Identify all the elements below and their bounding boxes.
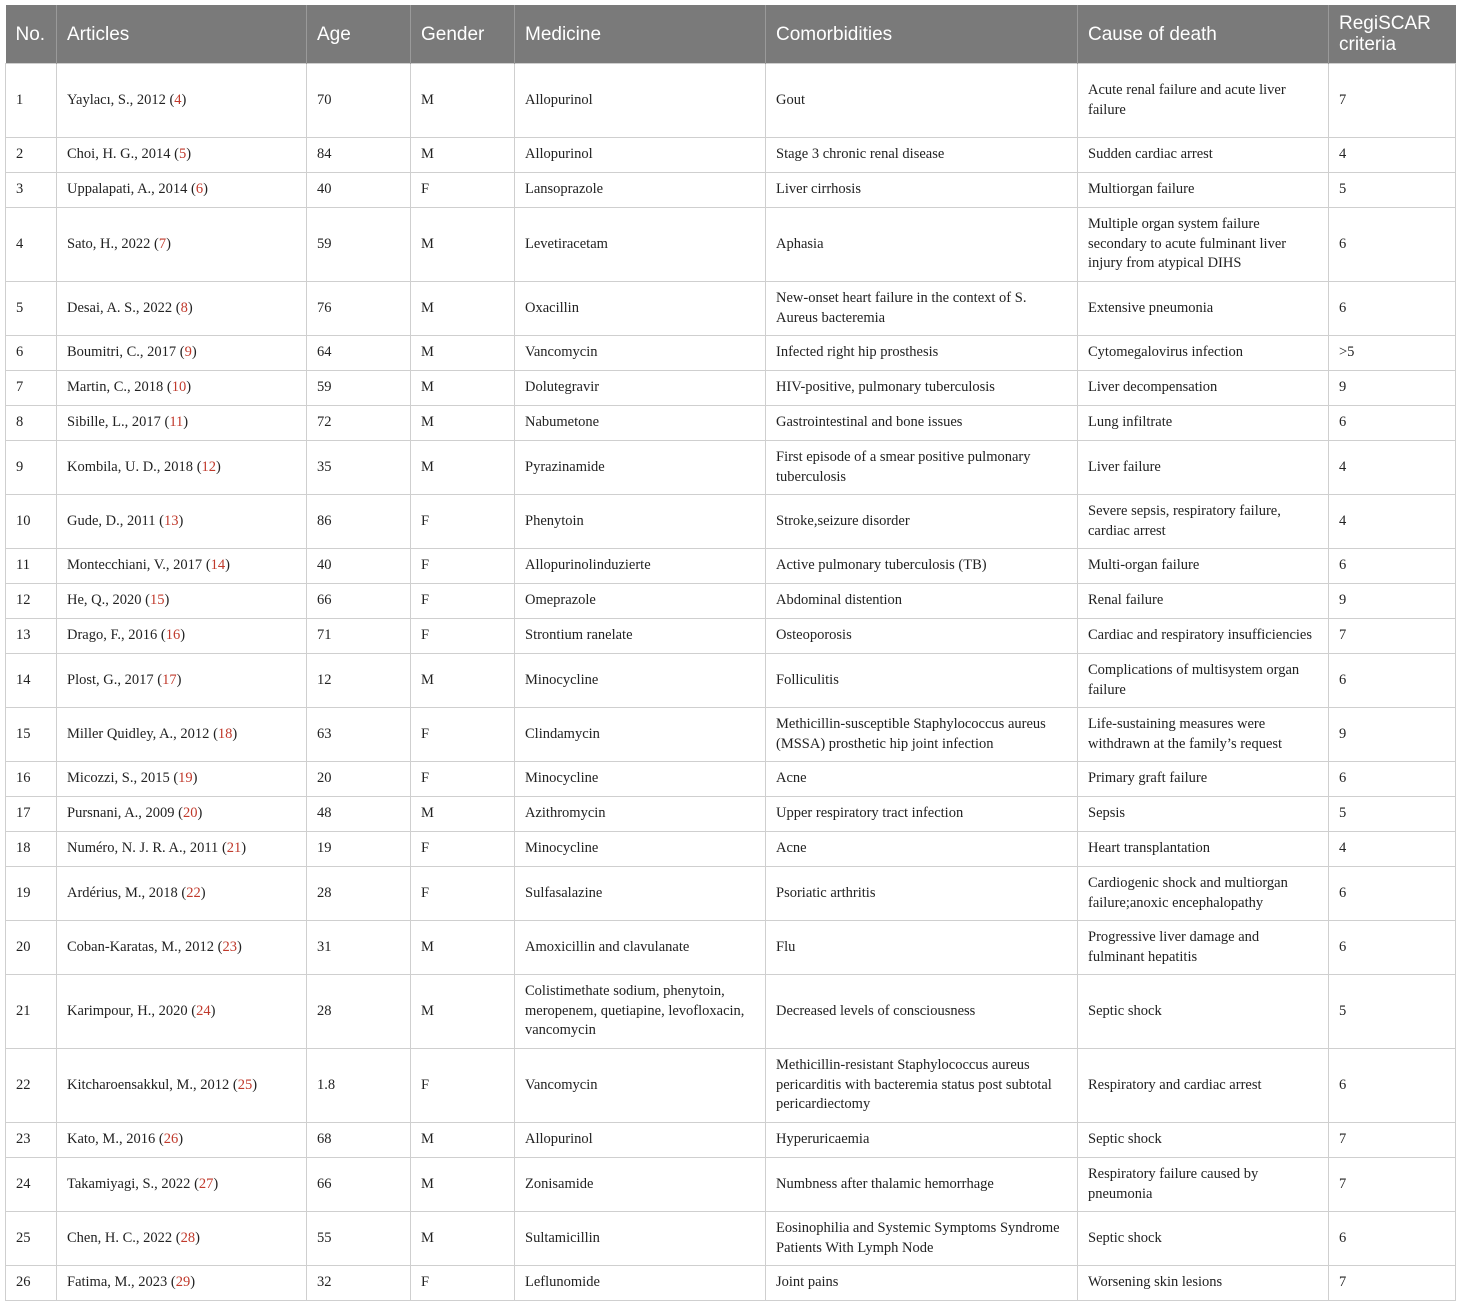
cell-no: 21 bbox=[6, 975, 57, 1049]
article-author: Numéro, N. J. R. A., 2011 bbox=[67, 840, 219, 857]
cell-gender: M bbox=[411, 64, 515, 138]
cell-age: 40 bbox=[307, 549, 411, 584]
cell-article: Drago, F., 2016 (16) bbox=[57, 619, 307, 654]
cell-age: 19 bbox=[307, 832, 411, 867]
cell-gender: F bbox=[411, 173, 515, 208]
cell-gender: M bbox=[411, 371, 515, 406]
cell-medicine: Nabumetone bbox=[515, 406, 766, 441]
cell-cause-of-death: Septic shock bbox=[1078, 1123, 1329, 1158]
cell-article: Kitcharoensakkul, M., 2012 (25) bbox=[57, 1049, 307, 1123]
cell-comorbidities: Acne bbox=[766, 762, 1078, 797]
article-author: Ardérius, M., 2018 bbox=[67, 884, 178, 901]
cell-comorbidities: Methicillin-resistant Staphylococcus aureus pericarditis with bacteremia status post subtotal pericardiectomy bbox=[766, 1049, 1078, 1123]
cell-comorbidities: Liver cirrhosis bbox=[766, 173, 1078, 208]
cell-medicine: Sulfasalazine bbox=[515, 867, 766, 921]
cell-gender: M bbox=[411, 138, 515, 173]
cell-gender: F bbox=[411, 549, 515, 584]
cell-regiscar: 6 bbox=[1329, 1049, 1456, 1123]
reference-link[interactable]: 22 bbox=[186, 884, 201, 901]
cell-regiscar: 6 bbox=[1329, 867, 1456, 921]
cell-comorbidities: Psoriatic arthritis bbox=[766, 867, 1078, 921]
cell-no: 19 bbox=[6, 867, 57, 921]
cell-cause-of-death: Cardiac and respiratory insufficiencies bbox=[1078, 619, 1329, 654]
cell-cause-of-death: Lung infiltrate bbox=[1078, 406, 1329, 441]
cell-medicine: Omeprazole bbox=[515, 584, 766, 619]
cell-age: 20 bbox=[307, 762, 411, 797]
cell-comorbidities: Joint pains bbox=[766, 1266, 1078, 1301]
cell-medicine: Zonisamide bbox=[515, 1158, 766, 1212]
table-row bbox=[6, 708, 1456, 762]
cell-no: 14 bbox=[6, 654, 57, 708]
cell-article: Desai, A. S., 2022 (8) bbox=[57, 282, 307, 336]
cell-article: Boumitri, C., 2017 (9) bbox=[57, 336, 307, 371]
table-row bbox=[6, 208, 1456, 282]
cell-age: 1.8 bbox=[307, 1049, 411, 1123]
cell-age: 66 bbox=[307, 1158, 411, 1212]
cell-gender: M bbox=[411, 975, 515, 1049]
reference-link[interactable]: 12 bbox=[201, 458, 217, 475]
cell-medicine: Minocycline bbox=[515, 654, 766, 708]
cell-article: Martin, C., 2018 (10) bbox=[57, 371, 307, 406]
reference-link[interactable]: 27 bbox=[198, 1175, 214, 1192]
cell-no: 13 bbox=[6, 619, 57, 654]
cell-comorbidities: Flu bbox=[766, 921, 1078, 975]
cell-comorbidities: Eosinophilia and Systemic Symptoms Syndrome Patients With Lymph Node bbox=[766, 1212, 1078, 1266]
cell-gender: F bbox=[411, 1266, 515, 1301]
article-author: Plost, G., 2017 bbox=[67, 671, 154, 688]
cell-medicine: Phenytoin bbox=[515, 495, 766, 549]
article-author: Karimpour, H., 2020 bbox=[67, 1002, 188, 1019]
cell-article: Kombila, U. D., 2018 (12) bbox=[57, 441, 307, 495]
cell-medicine: Allopurinol bbox=[515, 138, 766, 173]
cell-article: Chen, H. C., 2022 (28) bbox=[57, 1212, 307, 1266]
col-header-medicine: Medicine bbox=[515, 5, 766, 64]
cell-article: He, Q., 2020 (15) bbox=[57, 584, 307, 619]
cell-no: 25 bbox=[6, 1212, 57, 1266]
cell-no: 8 bbox=[6, 406, 57, 441]
cell-article: Takamiyagi, S., 2022 (27) bbox=[57, 1158, 307, 1212]
table-row bbox=[6, 64, 1456, 138]
cell-article: Coban-Karatas, M., 2012 (23) bbox=[57, 921, 307, 975]
table-row bbox=[6, 797, 1456, 832]
reference-link[interactable]: 20 bbox=[183, 805, 198, 822]
cell-regiscar: 6 bbox=[1329, 282, 1456, 336]
cell-medicine: Sultamicillin bbox=[515, 1212, 766, 1266]
cell-no: 23 bbox=[6, 1123, 57, 1158]
table-row bbox=[6, 584, 1456, 619]
article-author: Martin, C., 2018 bbox=[67, 379, 164, 396]
cell-medicine: Amoxicillin and clavulanate bbox=[515, 921, 766, 975]
cell-article: Sibille, L., 2017 (11) bbox=[57, 406, 307, 441]
reference-link[interactable]: 9 bbox=[184, 344, 192, 361]
cell-article: Sato, H., 2022 (7) bbox=[57, 208, 307, 282]
table-row bbox=[6, 867, 1456, 921]
article-author: Sato, H., 2022 bbox=[67, 235, 151, 252]
reference-link[interactable]: 21 bbox=[226, 840, 242, 857]
reference-link[interactable]: 16 bbox=[165, 627, 181, 644]
reference-link[interactable]: 10 bbox=[171, 379, 187, 396]
reference-link[interactable]: 19 bbox=[178, 770, 193, 787]
cell-cause-of-death: Acute renal failure and acute liver failure bbox=[1078, 64, 1329, 138]
cell-regiscar: 6 bbox=[1329, 921, 1456, 975]
cell-regiscar: 6 bbox=[1329, 654, 1456, 708]
cell-age: 12 bbox=[307, 654, 411, 708]
cell-cause-of-death: Severe sepsis, respiratory failure, cardiac arrest bbox=[1078, 495, 1329, 549]
cell-comorbidities: Active pulmonary tuberculosis (TB) bbox=[766, 549, 1078, 584]
col-header-age: Age bbox=[307, 5, 411, 64]
cell-gender: M bbox=[411, 336, 515, 371]
article-author: He, Q., 2020 bbox=[67, 592, 142, 609]
cell-age: 48 bbox=[307, 797, 411, 832]
cell-age: 59 bbox=[307, 208, 411, 282]
table-row bbox=[6, 1266, 1456, 1301]
cell-medicine: Clindamycin bbox=[515, 708, 766, 762]
cell-age: 28 bbox=[307, 867, 411, 921]
table-row bbox=[6, 1049, 1456, 1123]
cell-comorbidities: Gout bbox=[766, 64, 1078, 138]
reference-link[interactable]: 14 bbox=[210, 557, 226, 574]
cell-cause-of-death: Multiple organ system failure secondary to acute fulminant liver injury from atypical DIHS bbox=[1078, 208, 1329, 282]
col-header-cause-of-death: Cause of death bbox=[1078, 5, 1329, 64]
cell-no: 12 bbox=[6, 584, 57, 619]
cell-regiscar: 6 bbox=[1329, 406, 1456, 441]
reference-link[interactable]: 15 bbox=[149, 592, 165, 609]
cell-medicine: Minocycline bbox=[515, 762, 766, 797]
cell-no: 5 bbox=[6, 282, 57, 336]
cell-gender: F bbox=[411, 708, 515, 762]
cell-comorbidities: Stage 3 chronic renal disease bbox=[766, 138, 1078, 173]
table-row bbox=[6, 619, 1456, 654]
reference-link[interactable]: 26 bbox=[163, 1131, 179, 1148]
cell-cause-of-death: Progressive liver damage and fulminant hepatitis bbox=[1078, 921, 1329, 975]
cell-no: 26 bbox=[6, 1266, 57, 1301]
header-row bbox=[6, 5, 1456, 64]
cell-regiscar: 6 bbox=[1329, 549, 1456, 584]
cell-comorbidities: Numbness after thalamic hemorrhage bbox=[766, 1158, 1078, 1212]
table-row bbox=[6, 654, 1456, 708]
cell-comorbidities: HIV-positive, pulmonary tuberculosis bbox=[766, 371, 1078, 406]
cell-cause-of-death: Heart transplantation bbox=[1078, 832, 1329, 867]
cell-article: Pursnani, A., 2009 (20) bbox=[57, 797, 307, 832]
table-row bbox=[6, 336, 1456, 371]
cell-age: 55 bbox=[307, 1212, 411, 1266]
article-author: Drago, F., 2016 bbox=[67, 627, 158, 644]
reference-link[interactable]: 28 bbox=[180, 1229, 196, 1246]
cell-regiscar: 7 bbox=[1329, 1123, 1456, 1158]
cell-no: 6 bbox=[6, 336, 57, 371]
cell-comorbidities: Gastrointestinal and bone issues bbox=[766, 406, 1078, 441]
cell-comorbidities: Infected right hip prosthesis bbox=[766, 336, 1078, 371]
cell-regiscar: 9 bbox=[1329, 708, 1456, 762]
cell-article: Ardérius, M., 2018 (22) bbox=[57, 867, 307, 921]
cell-article: Kato, M., 2016 (26) bbox=[57, 1123, 307, 1158]
cell-regiscar: 5 bbox=[1329, 173, 1456, 208]
cell-medicine: Minocycline bbox=[515, 832, 766, 867]
cell-medicine: Dolutegravir bbox=[515, 371, 766, 406]
reference-link[interactable]: 17 bbox=[162, 671, 177, 688]
cell-regiscar: 7 bbox=[1329, 619, 1456, 654]
article-author: Kombila, U. D., 2018 bbox=[67, 458, 194, 475]
cell-cause-of-death: Respiratory failure caused by pneumonia bbox=[1078, 1158, 1329, 1212]
article-author: Gude, D., 2011 bbox=[67, 512, 156, 529]
cell-article: Yaylacı, S., 2012 (4) bbox=[57, 64, 307, 138]
table-row bbox=[6, 441, 1456, 495]
article-author: Sibille, L., 2017 bbox=[67, 414, 161, 431]
col-header-comorbidities: Comorbidities bbox=[766, 5, 1078, 64]
cell-regiscar: >5 bbox=[1329, 336, 1456, 371]
reference-link[interactable]: 18 bbox=[217, 725, 233, 742]
reference-link[interactable]: 13 bbox=[163, 512, 179, 529]
cell-cause-of-death: Septic shock bbox=[1078, 1212, 1329, 1266]
cell-no: 16 bbox=[6, 762, 57, 797]
cell-cause-of-death: Cytomegalovirus infection bbox=[1078, 336, 1329, 371]
cell-medicine: Allopurinol bbox=[515, 64, 766, 138]
cell-age: 66 bbox=[307, 584, 411, 619]
table-row bbox=[6, 1158, 1456, 1212]
cell-no: 10 bbox=[6, 495, 57, 549]
cell-gender: M bbox=[411, 1158, 515, 1212]
cell-comorbidities: Folliculitis bbox=[766, 654, 1078, 708]
table-row bbox=[6, 173, 1456, 208]
cell-medicine: Azithromycin bbox=[515, 797, 766, 832]
cell-no: 20 bbox=[6, 921, 57, 975]
col-header-no: No. bbox=[6, 5, 57, 64]
reference-link[interactable]: 25 bbox=[237, 1076, 253, 1093]
cell-age: 72 bbox=[307, 406, 411, 441]
reference-link[interactable]: 5 bbox=[179, 146, 187, 163]
cell-gender: M bbox=[411, 406, 515, 441]
article-author: Micozzi, S., 2015 bbox=[67, 770, 170, 787]
cell-age: 28 bbox=[307, 975, 411, 1049]
cell-age: 64 bbox=[307, 336, 411, 371]
cell-cause-of-death: Liver failure bbox=[1078, 441, 1329, 495]
table-row bbox=[6, 921, 1456, 975]
col-header-gender: Gender bbox=[411, 5, 515, 64]
cell-comorbidities: Hyperuricaemia bbox=[766, 1123, 1078, 1158]
col-header-regiscar: RegiSCAR criteria bbox=[1329, 5, 1456, 64]
cell-medicine: Colistimethate sodium, phenytoin, meropenem, quetiapine, levofloxacin, vancomycin bbox=[515, 975, 766, 1049]
cell-article: Choi, H. G., 2014 (5) bbox=[57, 138, 307, 173]
cell-gender: M bbox=[411, 797, 515, 832]
cell-comorbidities: Acne bbox=[766, 832, 1078, 867]
cell-medicine: Vancomycin bbox=[515, 1049, 766, 1123]
table-row bbox=[6, 371, 1456, 406]
cell-cause-of-death: Cardiogenic shock and multiorgan failure;anoxic encephalopathy bbox=[1078, 867, 1329, 921]
cell-age: 35 bbox=[307, 441, 411, 495]
cell-age: 40 bbox=[307, 173, 411, 208]
cell-cause-of-death: Sepsis bbox=[1078, 797, 1329, 832]
cell-age: 59 bbox=[307, 371, 411, 406]
cell-age: 68 bbox=[307, 1123, 411, 1158]
cell-gender: F bbox=[411, 867, 515, 921]
reference-link[interactable]: 29 bbox=[175, 1274, 191, 1291]
cell-cause-of-death: Complications of multisystem organ failure bbox=[1078, 654, 1329, 708]
cell-gender: F bbox=[411, 762, 515, 797]
cell-medicine: Leflunomide bbox=[515, 1266, 766, 1301]
table-row bbox=[6, 282, 1456, 336]
cell-medicine: Oxacillin bbox=[515, 282, 766, 336]
cell-age: 70 bbox=[307, 64, 411, 138]
cell-comorbidities: Aphasia bbox=[766, 208, 1078, 282]
cell-gender: M bbox=[411, 1123, 515, 1158]
cell-cause-of-death: Primary graft failure bbox=[1078, 762, 1329, 797]
cell-cause-of-death: Respiratory and cardiac arrest bbox=[1078, 1049, 1329, 1123]
cell-regiscar: 7 bbox=[1329, 1266, 1456, 1301]
table-row bbox=[6, 495, 1456, 549]
cell-regiscar: 4 bbox=[1329, 138, 1456, 173]
cell-no: 17 bbox=[6, 797, 57, 832]
article-author: Yaylacı, S., 2012 bbox=[67, 91, 166, 108]
cell-gender: F bbox=[411, 495, 515, 549]
reference-link[interactable]: 7 bbox=[158, 235, 167, 252]
cell-no: 18 bbox=[6, 832, 57, 867]
cell-medicine: Levetiracetam bbox=[515, 208, 766, 282]
case-table bbox=[5, 5, 1456, 1301]
cell-medicine: Vancomycin bbox=[515, 336, 766, 371]
cell-medicine: Allopurinol bbox=[515, 1123, 766, 1158]
article-author: Takamiyagi, S., 2022 bbox=[67, 1175, 191, 1192]
cell-comorbidities: Osteoporosis bbox=[766, 619, 1078, 654]
cell-age: 76 bbox=[307, 282, 411, 336]
article-author: Coban-Karatas, M., 2012 bbox=[67, 938, 214, 955]
cell-regiscar: 6 bbox=[1329, 1212, 1456, 1266]
table-row bbox=[6, 1212, 1456, 1266]
cell-medicine: Lansoprazole bbox=[515, 173, 766, 208]
cell-gender: M bbox=[411, 921, 515, 975]
table-row bbox=[6, 762, 1456, 797]
cell-no: 24 bbox=[6, 1158, 57, 1212]
cell-regiscar: 5 bbox=[1329, 975, 1456, 1049]
article-author: Desai, A. S., 2022 bbox=[67, 299, 173, 316]
cell-cause-of-death: Multiorgan failure bbox=[1078, 173, 1329, 208]
cell-gender: F bbox=[411, 1049, 515, 1123]
cell-article: Montecchiani, V., 2017 (14) bbox=[57, 549, 307, 584]
article-author: Chen, H. C., 2022 bbox=[67, 1229, 173, 1246]
cell-regiscar: 6 bbox=[1329, 208, 1456, 282]
cell-age: 31 bbox=[307, 921, 411, 975]
table-row bbox=[6, 549, 1456, 584]
cell-no: 7 bbox=[6, 371, 57, 406]
cell-cause-of-death: Sudden cardiac arrest bbox=[1078, 138, 1329, 173]
cell-article: Uppalapati, A., 2014 (6) bbox=[57, 173, 307, 208]
cell-medicine: Strontium ranelate bbox=[515, 619, 766, 654]
cell-regiscar: 7 bbox=[1329, 1158, 1456, 1212]
cell-gender: M bbox=[411, 208, 515, 282]
reference-link[interactable]: 23 bbox=[222, 938, 237, 955]
cell-no: 3 bbox=[6, 173, 57, 208]
cell-no: 4 bbox=[6, 208, 57, 282]
cell-cause-of-death: Worsening skin lesions bbox=[1078, 1266, 1329, 1301]
cell-comorbidities: Methicillin-susceptible Staphylococcus aureus (MSSA) prosthetic hip joint infection bbox=[766, 708, 1078, 762]
article-author: Montecchiani, V., 2017 bbox=[67, 557, 203, 574]
cell-no: 9 bbox=[6, 441, 57, 495]
table-row bbox=[6, 832, 1456, 867]
cell-medicine: Pyrazinamide bbox=[515, 441, 766, 495]
article-author: Kato, M., 2016 bbox=[67, 1131, 156, 1148]
cell-age: 63 bbox=[307, 708, 411, 762]
table-row bbox=[6, 406, 1456, 441]
cell-comorbidities: Upper respiratory tract infection bbox=[766, 797, 1078, 832]
cell-no: 2 bbox=[6, 138, 57, 173]
cell-gender: M bbox=[411, 441, 515, 495]
cell-regiscar: 7 bbox=[1329, 64, 1456, 138]
article-author: Uppalapati, A., 2014 bbox=[67, 181, 188, 198]
cell-gender: M bbox=[411, 654, 515, 708]
cell-no: 11 bbox=[6, 549, 57, 584]
reference-link[interactable]: 11 bbox=[169, 414, 184, 431]
cell-cause-of-death: Liver decompensation bbox=[1078, 371, 1329, 406]
cell-cause-of-death: Extensive pneumonia bbox=[1078, 282, 1329, 336]
cell-no: 22 bbox=[6, 1049, 57, 1123]
cell-article: Numéro, N. J. R. A., 2011 (21) bbox=[57, 832, 307, 867]
cell-regiscar: 9 bbox=[1329, 584, 1456, 619]
reference-link[interactable]: 8 bbox=[180, 299, 188, 316]
cell-article: Karimpour, H., 2020 (24) bbox=[57, 975, 307, 1049]
cell-comorbidities: Stroke,seizure disorder bbox=[766, 495, 1078, 549]
cell-comorbidities: Decreased levels of consciousness bbox=[766, 975, 1078, 1049]
table-header bbox=[6, 5, 1456, 64]
article-author: Choi, H. G., 2014 bbox=[67, 146, 171, 163]
cell-comorbidities: First episode of a smear positive pulmonary tuberculosis bbox=[766, 441, 1078, 495]
cell-gender: M bbox=[411, 1212, 515, 1266]
cell-regiscar: 9 bbox=[1329, 371, 1456, 406]
col-header-articles: Articles bbox=[57, 5, 307, 64]
table-row bbox=[6, 1123, 1456, 1158]
reference-link[interactable]: 4 bbox=[174, 91, 182, 108]
cell-cause-of-death: Multi-organ failure bbox=[1078, 549, 1329, 584]
table-body bbox=[6, 64, 1456, 1301]
cell-article: Micozzi, S., 2015 (19) bbox=[57, 762, 307, 797]
article-author: Fatima, M., 2023 bbox=[67, 1274, 168, 1291]
cell-cause-of-death: Renal failure bbox=[1078, 584, 1329, 619]
cell-comorbidities: New-onset heart failure in the context of S. Aureus bacteremia bbox=[766, 282, 1078, 336]
cell-age: 71 bbox=[307, 619, 411, 654]
cell-age: 84 bbox=[307, 138, 411, 173]
cell-gender: F bbox=[411, 619, 515, 654]
cell-age: 32 bbox=[307, 1266, 411, 1301]
table-row bbox=[6, 138, 1456, 173]
cell-cause-of-death: Life-sustaining measures were withdrawn at the family’s request bbox=[1078, 708, 1329, 762]
cell-regiscar: 4 bbox=[1329, 495, 1456, 549]
cell-article: Fatima, M., 2023 (29) bbox=[57, 1266, 307, 1301]
cell-comorbidities: Abdominal distention bbox=[766, 584, 1078, 619]
cell-gender: F bbox=[411, 584, 515, 619]
cell-regiscar: 6 bbox=[1329, 762, 1456, 797]
cell-no: 1 bbox=[6, 64, 57, 138]
cell-gender: F bbox=[411, 832, 515, 867]
cell-regiscar: 5 bbox=[1329, 797, 1456, 832]
cell-article: Miller Quidley, A., 2012 (18) bbox=[57, 708, 307, 762]
article-author: Kitcharoensakkul, M., 2012 bbox=[67, 1076, 230, 1093]
case-table-container bbox=[5, 5, 1455, 1301]
cell-regiscar: 4 bbox=[1329, 832, 1456, 867]
reference-link[interactable]: 6 bbox=[195, 181, 204, 198]
article-author: Pursnani, A., 2009 bbox=[67, 805, 175, 822]
cell-medicine: Allopurinolinduzierte bbox=[515, 549, 766, 584]
table-row bbox=[6, 975, 1456, 1049]
cell-no: 15 bbox=[6, 708, 57, 762]
cell-cause-of-death: Septic shock bbox=[1078, 975, 1329, 1049]
article-author: Boumitri, C., 2017 bbox=[67, 344, 177, 361]
cell-regiscar: 4 bbox=[1329, 441, 1456, 495]
article-author: Miller Quidley, A., 2012 bbox=[67, 725, 210, 742]
cell-gender: M bbox=[411, 282, 515, 336]
reference-link[interactable]: 24 bbox=[196, 1002, 211, 1019]
cell-article: Gude, D., 2011 (13) bbox=[57, 495, 307, 549]
cell-article: Plost, G., 2017 (17) bbox=[57, 654, 307, 708]
cell-age: 86 bbox=[307, 495, 411, 549]
